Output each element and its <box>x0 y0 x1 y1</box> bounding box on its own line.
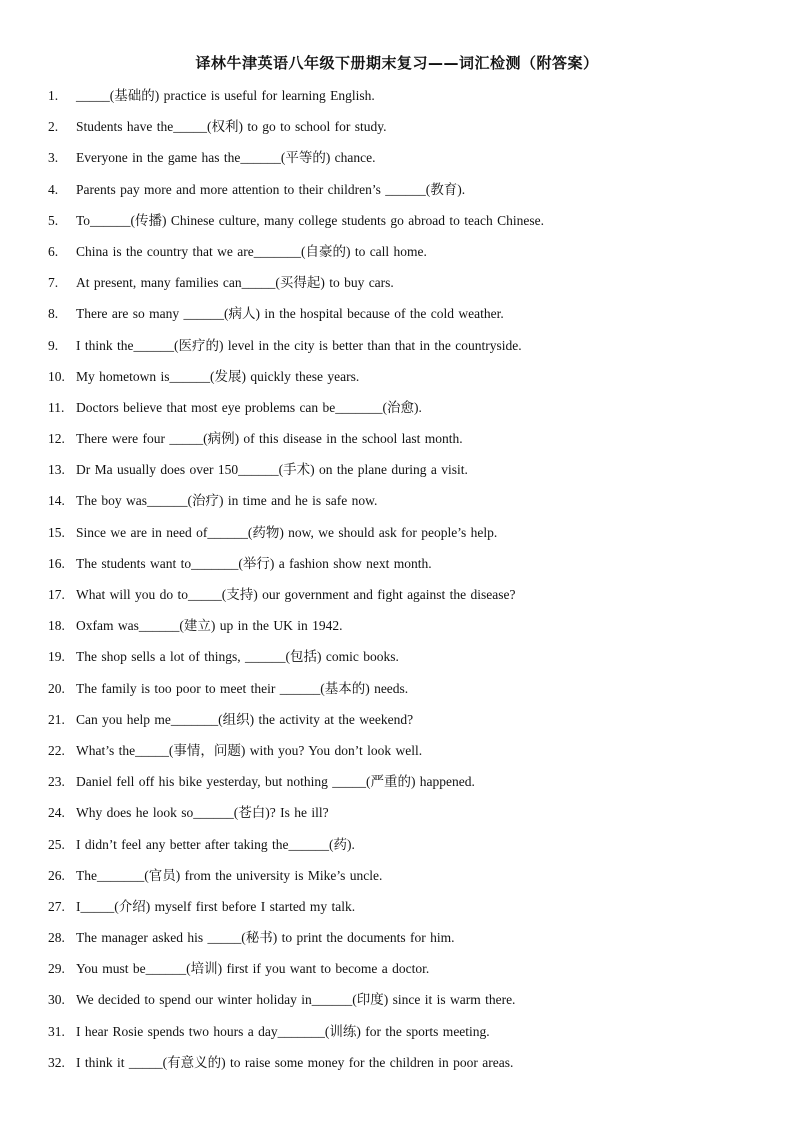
question-text: Can you help me_______(组织) the activity at the weekend? <box>76 711 414 727</box>
list-item <box>0 336 794 367</box>
list-item <box>0 304 794 335</box>
list-item <box>0 398 794 429</box>
question-text: Daniel fell off his bike yesterday, but nothing _____(严重的) happened. <box>76 774 475 790</box>
question-text: To______(传播) Chinese culture, many college students go abroad to teach Chinese. <box>76 212 544 228</box>
question-text: The boy was______(治疗) in time and he is safe now. <box>76 493 378 509</box>
question-number: 22. <box>48 742 65 758</box>
question-text: Since we are in need of______(药物) now, we should ask for people’s help. <box>76 524 498 540</box>
list-item <box>0 86 794 117</box>
question-text: There are so many ______(病人) in the hospital because of the cold weather. <box>76 306 504 322</box>
question-number: 8. <box>48 306 59 322</box>
question-text: Parents pay more and more attention to their children’s ______(教育). <box>76 181 466 197</box>
question-number: 17. <box>48 587 65 602</box>
list-item <box>0 647 794 678</box>
question-number: 29. <box>48 961 65 977</box>
question-number: 2. <box>48 119 59 135</box>
question-text: At present, many families can_____(买得起) to buy cars. <box>76 275 394 291</box>
question-number: 11. <box>48 399 65 415</box>
question-number: 25. <box>48 836 65 852</box>
question-number: 26. <box>48 867 65 883</box>
question-number: 31. <box>48 1023 65 1039</box>
question-text: Doctors believe that most eye problems can be_______(治愈). <box>76 399 422 415</box>
list-item <box>0 866 794 897</box>
list-item <box>0 1053 794 1084</box>
list-item <box>0 959 794 990</box>
list-item <box>0 460 794 491</box>
question-text: What’s the_____(事情，问题) with you? You don’t look well. <box>76 742 423 758</box>
question-text: I_____(介绍) myself first before I started my talk. <box>76 898 356 914</box>
question-number: 19. <box>48 649 65 665</box>
question-text: We decided to spend our winter holiday in______(印度) since it is warm there. <box>76 992 516 1008</box>
question-text: What will you do to_____(支持) our government and fight against the disease? <box>76 587 516 602</box>
list-item <box>0 1022 794 1053</box>
question-text: My hometown is______(发展) quickly these years. <box>76 368 360 384</box>
question-text: I think it _____(有意义的) to raise some money for the children in poor areas. <box>76 1054 514 1070</box>
list-item <box>0 117 794 148</box>
question-text: _____(基础的) practice is useful for learning English. <box>76 88 375 103</box>
question-number: 3. <box>48 150 59 166</box>
question-text: The_______(官员) from the university is Mike’s uncle. <box>76 867 383 883</box>
question-text: Dr Ma usually does over 150______(手术) on the plane during a visit. <box>76 462 468 478</box>
list-item <box>0 772 794 803</box>
list-item <box>0 180 794 211</box>
question-number: 18. <box>48 618 65 634</box>
list-item <box>0 554 794 585</box>
list-item <box>0 211 794 242</box>
question-number: 10. <box>48 368 65 384</box>
question-number: 13. <box>48 462 65 478</box>
list-item <box>0 242 794 273</box>
question-number: 1. <box>48 88 59 103</box>
question-number: 4. <box>48 181 59 197</box>
list-item <box>0 616 794 647</box>
list-item <box>0 710 794 741</box>
question-number: 16. <box>48 555 65 571</box>
list-item <box>0 897 794 928</box>
list-item <box>0 741 794 772</box>
question-number: 30. <box>48 992 65 1008</box>
question-number: 21. <box>48 711 65 727</box>
question-text: I hear Rosie spends two hours a day_______(训练) for the sports meeting. <box>76 1023 490 1039</box>
list-item <box>0 585 794 616</box>
list-item <box>0 835 794 866</box>
question-text: The manager asked his _____(秘书) to print the documents for him. <box>76 930 455 946</box>
question-list <box>0 86 794 1084</box>
list-item <box>0 679 794 710</box>
question-text: I think the______(医疗的) level in the city is better than that in the countryside. <box>76 337 522 353</box>
question-number: 28. <box>48 930 65 946</box>
question-text: Everyone in the game has the______(平等的) chance. <box>76 150 376 166</box>
question-number: 27. <box>48 898 65 914</box>
question-text: Students have the_____(权利) to go to school for study. <box>76 119 387 135</box>
question-number: 6. <box>48 243 59 259</box>
list-item <box>0 928 794 959</box>
list-item <box>0 429 794 460</box>
question-number: 5. <box>48 212 59 228</box>
question-text: Oxfam was______(建立) up in the UK in 1942. <box>76 618 343 634</box>
question-number: 32. <box>48 1054 65 1070</box>
question-number: 9. <box>48 337 59 353</box>
question-number: 15. <box>48 524 65 540</box>
question-text: You must be______(培训) first if you want to become a doctor. <box>76 961 430 977</box>
question-text: China is the country that we are_______(自豪的) to call home. <box>76 243 427 259</box>
question-number: 23. <box>48 774 65 790</box>
list-item <box>0 990 794 1021</box>
list-item <box>0 273 794 304</box>
question-number: 24. <box>48 805 65 821</box>
question-number: 14. <box>48 493 65 509</box>
question-text: The students want to_______(举行) a fashion show next month. <box>76 555 432 571</box>
question-text: The shop sells a lot of things, ______(包括) comic books. <box>76 649 399 665</box>
question-number: 12. <box>48 431 65 447</box>
question-number: 20. <box>48 680 65 696</box>
question-text: Why does he look so______(苍白)? Is he ill? <box>76 805 329 821</box>
question-text: The family is too poor to meet their ______(基本的) needs. <box>76 680 409 696</box>
page-title: 译林牛津英语八年级下册期末复习——词汇检测（附答案） <box>195 54 599 72</box>
list-item <box>0 523 794 554</box>
question-text: There were four _____(病例) of this disease in the school last month. <box>76 431 463 447</box>
question-number: 7. <box>48 275 59 291</box>
list-item <box>0 148 794 179</box>
list-item <box>0 491 794 522</box>
list-item <box>0 367 794 398</box>
question-text: I didn’t feel any better after taking the______(药). <box>76 836 355 852</box>
list-item <box>0 803 794 834</box>
